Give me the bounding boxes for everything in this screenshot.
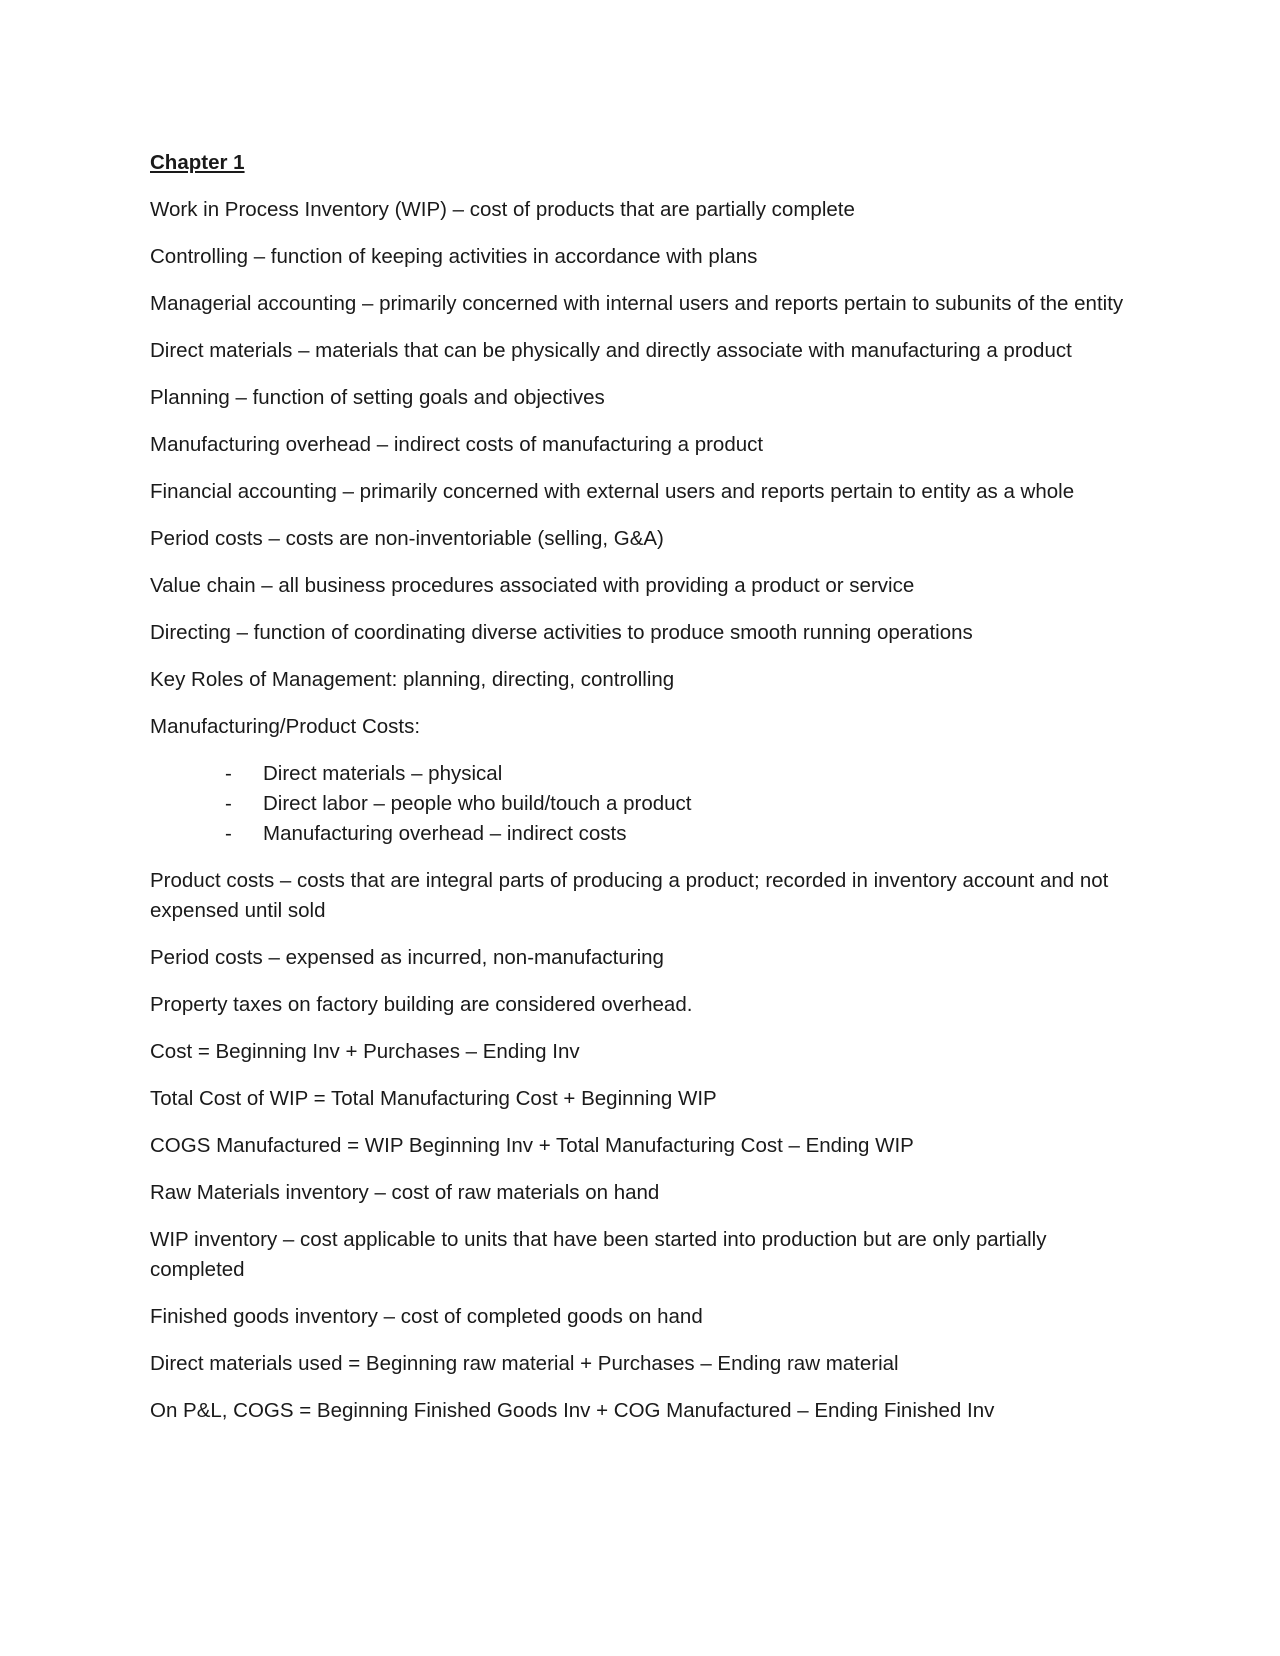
list-item-text: Direct labor – people who build/touch a product	[263, 792, 692, 815]
paragraph-planning-definition: Planning – function of setting goals and objectives	[150, 386, 605, 409]
paragraph-product-costs-definition: Product costs – costs that are integral parts of producing a product; recorded in inventory account and not expensed until sold	[150, 869, 1109, 922]
paragraph-period-costs-expensed: Period costs – expensed as incurred, non-manufacturing	[150, 946, 664, 969]
paragraph-wip-definition: Work in Process Inventory (WIP) – cost of products that are partially complete	[150, 198, 855, 221]
paragraph-total-cost-wip-formula: Total Cost of WIP = Total Manufacturing Cost + Beginning WIP	[150, 1087, 717, 1110]
paragraph-wip-inventory: WIP inventory – cost applicable to units that have been started into production but are only partially completed	[150, 1228, 1047, 1281]
bullet-dash: -	[225, 762, 232, 785]
document-page	[150, 148, 1125, 1443]
paragraph-property-taxes: Property taxes on factory building are considered overhead.	[150, 993, 693, 1016]
paragraph-value-chain-definition: Value chain – all business procedures associated with providing a product or service	[150, 574, 915, 597]
paragraph-directing-definition: Directing – function of coordinating diverse activities to produce smooth running operations	[150, 621, 973, 644]
paragraph-manufacturing-overhead-definition: Manufacturing overhead – indirect costs of manufacturing a product	[150, 433, 764, 456]
paragraph-managerial-accounting-definition: Managerial accounting – primarily concerned with internal users and reports pertain to subunits of the entity	[150, 292, 1124, 315]
paragraph-pl-cogs-formula: On P&L, COGS = Beginning Finished Goods Inv + COG Manufactured – Ending Finished Inv	[150, 1399, 995, 1422]
paragraph-raw-materials-inventory: Raw Materials inventory – cost of raw materials on hand	[150, 1181, 660, 1204]
list-item	[150, 789, 1125, 819]
paragraph-financial-accounting-definition: Financial accounting – primarily concerned with external users and reports pertain to entity as a whole	[150, 480, 1075, 503]
paragraph-product-costs-heading: Manufacturing/Product Costs:	[150, 715, 421, 738]
chapter-title: Chapter 1	[150, 151, 245, 174]
product-costs-list	[150, 759, 1125, 849]
bullet-dash: -	[225, 822, 232, 845]
paragraph-cost-formula: Cost = Beginning Inv + Purchases – Ending Inv	[150, 1040, 580, 1063]
list-item-text: Direct materials – physical	[263, 762, 503, 785]
list-item	[150, 759, 1125, 789]
list-item-text: Manufacturing overhead – indirect costs	[263, 822, 627, 845]
paragraph-controlling-definition: Controlling – function of keeping activities in accordance with plans	[150, 245, 758, 268]
list-item	[150, 819, 1125, 849]
paragraph-cogs-manufactured-formula: COGS Manufactured = WIP Beginning Inv + Total Manufacturing Cost – Ending WIP	[150, 1134, 914, 1157]
paragraph-direct-materials-used-formula: Direct materials used = Beginning raw material + Purchases – Ending raw material	[150, 1352, 899, 1375]
bullet-dash: -	[225, 792, 232, 815]
paragraph-key-roles: Key Roles of Management: planning, directing, controlling	[150, 668, 675, 691]
paragraph-direct-materials-definition: Direct materials – materials that can be physically and directly associate with manufacturing a product	[150, 339, 1072, 362]
paragraph-finished-goods-inventory: Finished goods inventory – cost of completed goods on hand	[150, 1305, 703, 1328]
paragraph-period-costs-definition: Period costs – costs are non-inventoriable (selling, G&A)	[150, 527, 664, 550]
